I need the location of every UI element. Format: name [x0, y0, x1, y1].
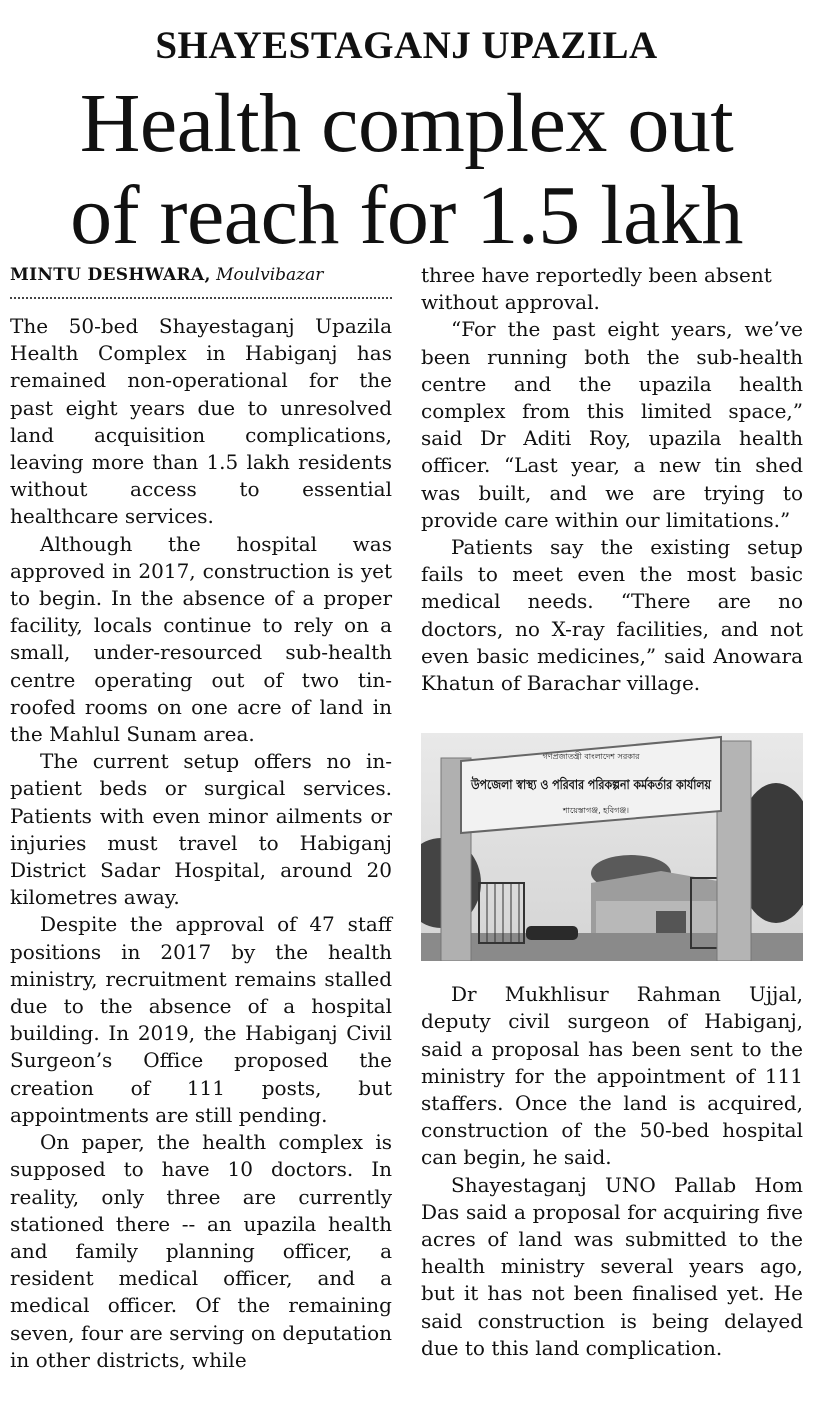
paragraph: Although the hospital was approved in 2017, construction is yet to begin. In the absence of a proper facility, locals continue to rely on a small, under-resourced sub-health centre operating out of two tin-roofed rooms on one acre of land in the Mahlul Sunam area. — [10, 531, 392, 747]
paragraph: The 50-bed Shayestaganj Upazila Health Complex in Habiganj has remained non-operational for the past eight years due to unresolved land acquisition complications, leaving more than 1.5 lakh residents without access to essential healthcare services. — [10, 314, 392, 529]
byline-location: Moulvibazar — [216, 265, 324, 285]
news-photo — [421, 733, 803, 961]
paragraph: Shayestaganj UNO Pallab Hom Das said a proposal for acquiring five acres of land was submitted to the health ministry several years ago, but it has not been finalised yet. He said construction is being delayed due to this land complication. — [421, 1172, 803, 1360]
sign-bottom-text: শায়েস্তাগঞ্জ, হবিগঞ্জ। — [562, 806, 630, 816]
paragraph: “For the past eight years, we’ve been running both the sub-health centre and the upazila health complex from this limited space,” said Dr Aditi Roy, upazila health officer. “Last year, a new tin shed was built, and we are trying to provide care within our limitations.” — [421, 317, 803, 532]
paragraph: Dr Mukhlisur Rahman Ujjal, deputy civil surgeon of Habiganj, said a proposal has been sent to the ministry for the appointment of 111 staffers. Once the land is acquired, construction of the 50-bed hospital can begin, he said. — [421, 982, 803, 1170]
paragraph: three have reportedly been absent without approval. — [421, 263, 772, 315]
right-column — [421, 262, 803, 1362]
paragraph: On paper, the health complex is supposed to have 10 doctors. In reality, only three are currently stationed there -- an upazila health and family planning officer, a resident medical officer, and a medical officer. Of the remaining seven, four are serving on deputation in other districts, while — [10, 1130, 392, 1372]
paragraph: Despite the approval of 47 staff positions in 2017 by the health ministry, recruitment remains stalled due to the absence of a hospital building. In 2019, the Habiganj Civil Surgeon’s Office proposed the creation of 111 posts, but appointments are still pending. — [10, 912, 392, 1127]
headline — [0, 78, 813, 262]
kicker: SHAYESTAGANJ UPAZILA — [155, 24, 658, 67]
sign-main-text: উপজেলা স্বাস্থ্য ও পরিবার পরিকল্পনা কর্মকর্তার কার্যালয় — [471, 778, 757, 794]
headline-line-2: of reach for 1.5 lakh — [70, 169, 743, 262]
health-centre-gate-photo — [421, 733, 803, 961]
paragraph: Patients say the existing setup fails to meet even the most basic medical needs. “There are no doctors, no X-ray facilities, and not even basic medicines,” said Anowara Khatun of Barachar village. — [421, 535, 803, 696]
left-column — [10, 262, 392, 1374]
byline-divider — [10, 297, 392, 299]
byline-author: MINTU DESHWARA, — [10, 265, 211, 285]
byline — [10, 262, 392, 288]
sign-top-text: গণপ্রজাতন্ত্রী বাংলাদেশ সরকার — [542, 752, 640, 762]
paragraph: The current setup offers no in-patient beds or surgical services. Patients with even minor ailments or injuries must travel to Habiganj District Sadar Hospital, around 20 kilometres away. — [10, 749, 392, 910]
headline-line-1: Health complex out — [79, 77, 734, 170]
